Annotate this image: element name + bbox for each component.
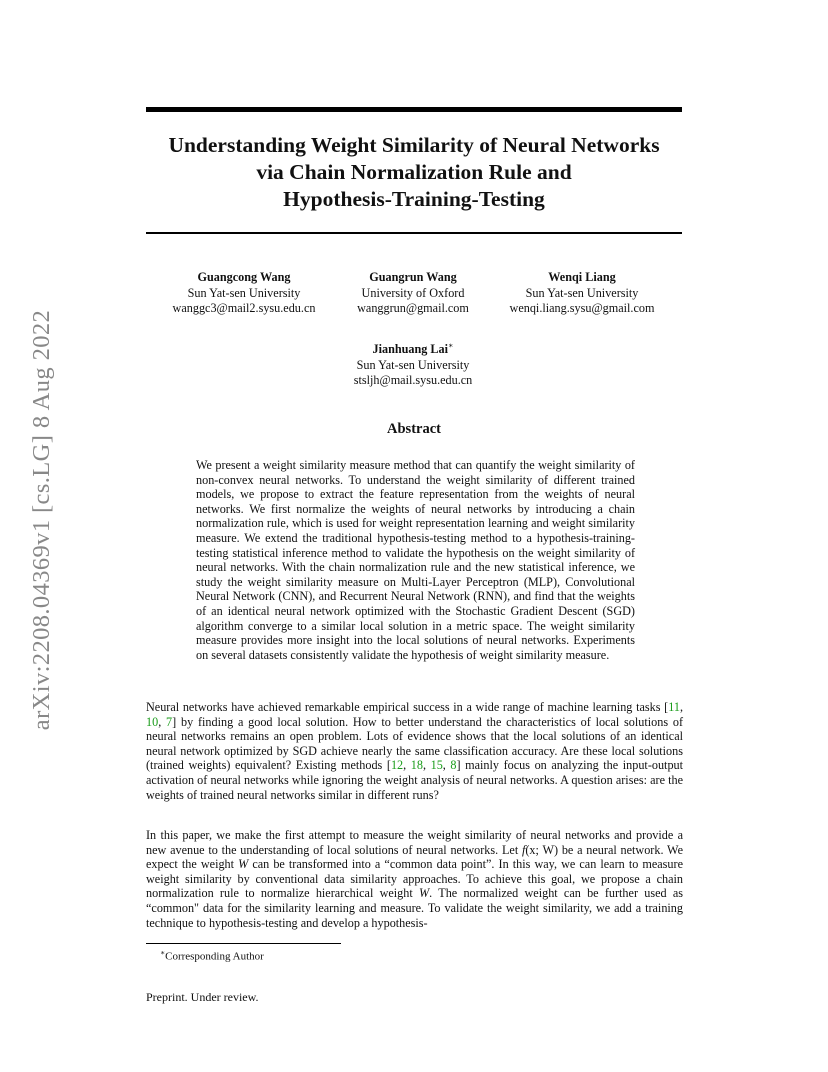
math-args: (x; W) [525,842,559,857]
author-affiliation: Sun Yat-sen University [187,285,301,300]
author-name: Jianhuang Lai∗ [372,341,454,357]
title-bottom-rule [146,232,682,234]
paper-title [146,132,682,213]
author-name: Guangcong Wang [197,270,291,284]
author-email: stsljh@mail.sysu.edu.cn [353,373,473,388]
author-affiliation: University of Oxford [361,285,465,300]
corresponding-mark: ∗ [448,341,454,350]
author-block [510,270,655,317]
citation-link[interactable]: 11 [668,700,680,714]
abstract-text: We present a weight similarity measure method that can quantify the weight similarity of non-convex neural networks. To understand the weight similarity of different trained models, we propose to extract the feature representation from the weights of neural networks. We first normalize the weights of neural networks by introducing a chain normalization rule, which is used for weight representation learning and weight similarity measure. We extend the traditional hypothesis-testing method to a hypothesis-training-testing statistical inference method to validate the hypothesis on the weight similarity of neural networks. With the chain normalization rule and the new statistical inference, we study the weight similarity measure on Multi-Layer Perceptron (MLP), Convolutional Neural Network (CNN), and Recurrent Neural Network (RNN), and find that the weights of an identical neural network optimized with the Stochastic Gradient Descent (SGD) algorithm converge to a similar local solution in a metric space. The weight similarity measure provides more insight into the local solutions of neural networks. Experiments on several datasets consistently validate the hypothesis of weight similarity measure. [196,458,635,662]
author-block [173,270,316,317]
citation-link[interactable]: 15 [430,758,443,773]
author-email: wanggc3@mail2.sysu.edu.cn [172,301,316,315]
citation-link[interactable]: 10 [146,714,159,729]
intro-paragraph-1: Neural networks have achieved remarkable empirical success in a wide range of machine learning tasks [11, 10, 7] by finding a good local solution. How to better understand the characteristics of local solutions of neural networks remains an open problem. Lots of evidence shows that the local solutions of an identical neural network optimized by SGD achieve nearly the same classification accuracy. Are these local solutions (trained weights) equivalent? Existing methods [12, 18, 15, 8] mainly focus on analyzing the input-output activation of neural networks while ignoring the weight analysis of neural networks. A question arises: are the weights of trained neural networks similar in different runs? [146,700,684,802]
title-line-1: Understanding Weight Similarity of Neural Networks [168,133,660,157]
author-block [354,338,473,389]
author-name: Wenqi Liang [548,270,616,284]
citation-link[interactable]: 7 [166,714,173,729]
preprint-note: Preprint. Under review. [146,990,259,1004]
footnote-mark: ∗ [160,948,166,957]
author-affiliation: Sun Yat-sen University [525,285,639,300]
citation-link[interactable]: 18 [410,758,423,773]
footnote-rule [146,943,341,944]
abstract-heading: Abstract [387,421,441,437]
math-symbol: f [521,842,526,857]
author-name: Guangrun Wang [369,270,457,284]
author-email: wenqi.liang.sysu@gmail.com [509,301,655,315]
citation-link[interactable]: 12 [390,758,404,773]
math-symbol: W [238,857,249,872]
arxiv-identifier: arXiv:2208.04369v1 [cs.LG] 8 Aug 2022 [28,309,55,731]
footnote-text: Corresponding Author [165,950,264,963]
author-email: wanggrun@gmail.com [357,301,469,315]
intro-paragraph-2: In this paper, we make the first attempt to measure the weight similarity of neural networks and provide a new avenue to the understanding of local solutions of neural networks. Let f(x; W) be a neural network. We expect the weight W can be transformed into a “common data point”. In this way, we can learn to measure weight similarity by conventional data similarity approaches. To achieve this goal, we propose a chain normalization rule to normalize hierarchical weight W. The normalized weight can be further used as “common" data for the similarity learning and measure. To validate the weight similarity, we add a training technique to hypothesis-testing and develop a hypothesis- [146,828,683,930]
footnote [160,948,264,963]
title-top-rule [146,107,682,112]
citation-link[interactable]: 8 [450,758,457,773]
author-block [357,270,469,317]
author-affiliation: Sun Yat-sen University [356,357,470,372]
math-symbol: W [419,886,430,901]
title-line-2: via Chain Normalization Rule and [256,160,572,184]
title-line-3: Hypothesis-Training-Testing [283,187,545,211]
